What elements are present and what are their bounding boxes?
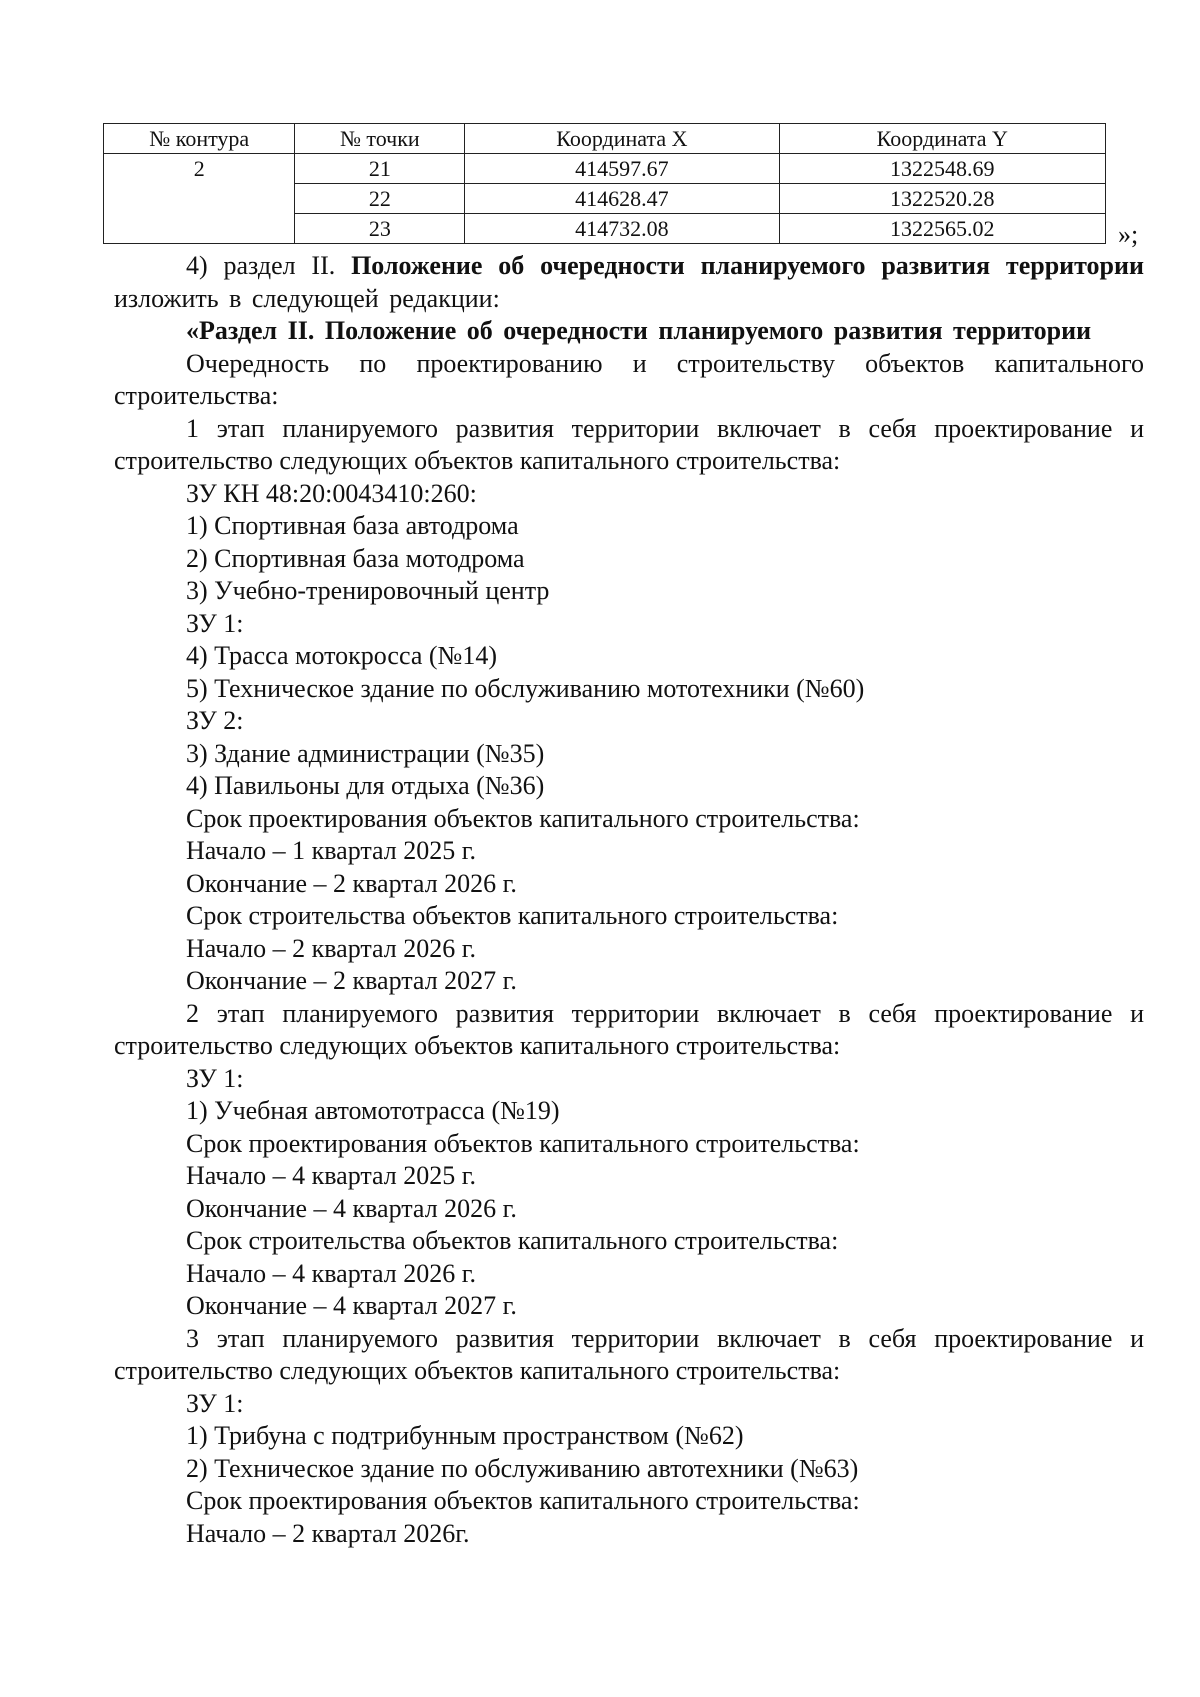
- body-line: ЗУ КН 48:20:0043410:260:: [186, 478, 477, 508]
- body-line: 3 этап планируемого развития территории включает в себя проектирование и строительство следующих объектов капитального строительства:: [114, 1323, 1144, 1385]
- coord-y: 1322548.69: [779, 154, 1105, 184]
- amendment-prefix: 4) раздел II.: [186, 251, 352, 280]
- table-row: [104, 154, 1106, 184]
- coord-y: 1322520.28: [779, 184, 1105, 214]
- amendment-bold-title: Положение об очередности планируемого развития территории: [351, 251, 1144, 280]
- body-line: ЗУ 2:: [186, 706, 244, 735]
- body-line: Срок проектирования объектов капитального строительства:: [186, 803, 860, 833]
- header-coord-x: Координата X: [465, 124, 779, 154]
- body-line: Начало – 4 квартал 2026 г.: [186, 1258, 477, 1288]
- body-line: 1) Спортивная база автодрома: [186, 511, 519, 540]
- body-line: Начало – 1 квартал 2025 г.: [186, 836, 477, 865]
- body-line: 3) Здание администрации (№35): [186, 738, 545, 768]
- body-line: Окончание – 4 квартал 2027 г.: [186, 1291, 517, 1320]
- body-line: Срок строительства объектов капитального строительства:: [186, 1226, 839, 1255]
- body-line: 1) Трибуна с подтрибунным пространством (№62): [186, 1421, 744, 1450]
- body-line: Очередность по проектированию и строительству объектов капитального строительства:: [114, 348, 1144, 410]
- point-number: 23: [295, 214, 465, 244]
- table-header-row: [104, 124, 1106, 154]
- amendment-suffix: изложить в следующей редакции:: [114, 283, 500, 313]
- body-line: ЗУ 1:: [186, 608, 244, 638]
- coord-y: 1322565.02: [779, 214, 1105, 244]
- body-line: 4) Трасса мотокросса (№14): [186, 641, 497, 670]
- coord-x: 414597.67: [465, 154, 779, 184]
- body-line: 2) Спортивная база мотодрома: [186, 543, 525, 573]
- body-line: Срок проектирования объектов капитального строительства:: [186, 1486, 860, 1515]
- body-line: ЗУ 1:: [186, 1063, 244, 1093]
- body-line: Начало – 4 квартал 2025 г.: [186, 1161, 477, 1190]
- coord-x: 414628.47: [465, 184, 779, 214]
- body-line: ЗУ 1:: [186, 1388, 244, 1418]
- point-number: 21: [295, 154, 465, 184]
- section-heading: [114, 315, 1144, 348]
- header-coord-y: Координата Y: [779, 124, 1105, 154]
- body-line: Окончание – 2 квартал 2026 г.: [186, 868, 517, 898]
- body-line: 1 этап планируемого развития территории включает в себя проектирование и строительство следующих объектов капитального строительства:: [114, 413, 1144, 475]
- header-contour: № контура: [104, 124, 295, 154]
- body-line: Начало – 2 квартал 2026г.: [186, 1518, 470, 1548]
- coord-x: 414732.08: [465, 214, 779, 244]
- body-line: 4) Павильоны для отдыха (№36): [186, 771, 545, 800]
- body-line: 3) Учебно-тренировочный центр: [186, 576, 550, 605]
- contour-number: 2: [104, 154, 295, 244]
- body-line: 5) Техническое здание по обслуживанию мототехники (№60): [186, 673, 865, 703]
- closing-quote-mark: »;: [1118, 220, 1139, 249]
- body-line: Срок строительства объектов капитального строительства:: [186, 901, 839, 930]
- body-line: 2 этап планируемого развития территории включает в себя проектирование и строительство следующих объектов капитального строительства:: [114, 998, 1144, 1060]
- body-line: 2) Техническое здание по обслуживанию автотехники (№63): [186, 1453, 859, 1483]
- point-number: 22: [295, 184, 465, 214]
- body-line: 1) Учебная автомототрасса (№19): [186, 1096, 560, 1125]
- header-point: № точки: [295, 124, 465, 154]
- amendment-paragraph: [114, 250, 1144, 315]
- body-line: Окончание – 2 квартал 2027 г.: [186, 966, 517, 995]
- body-line: Начало – 2 квартал 2026 г.: [186, 933, 477, 963]
- section-heading-text: «Раздел II. Положение об очередности планируемого развития территории: [186, 316, 1092, 345]
- document-body: [114, 250, 1144, 1550]
- coordinates-table: [103, 123, 1106, 244]
- body-line: Срок проектирования объектов капитального строительства:: [186, 1128, 860, 1158]
- body-line: Окончание – 4 квартал 2026 г.: [186, 1193, 517, 1223]
